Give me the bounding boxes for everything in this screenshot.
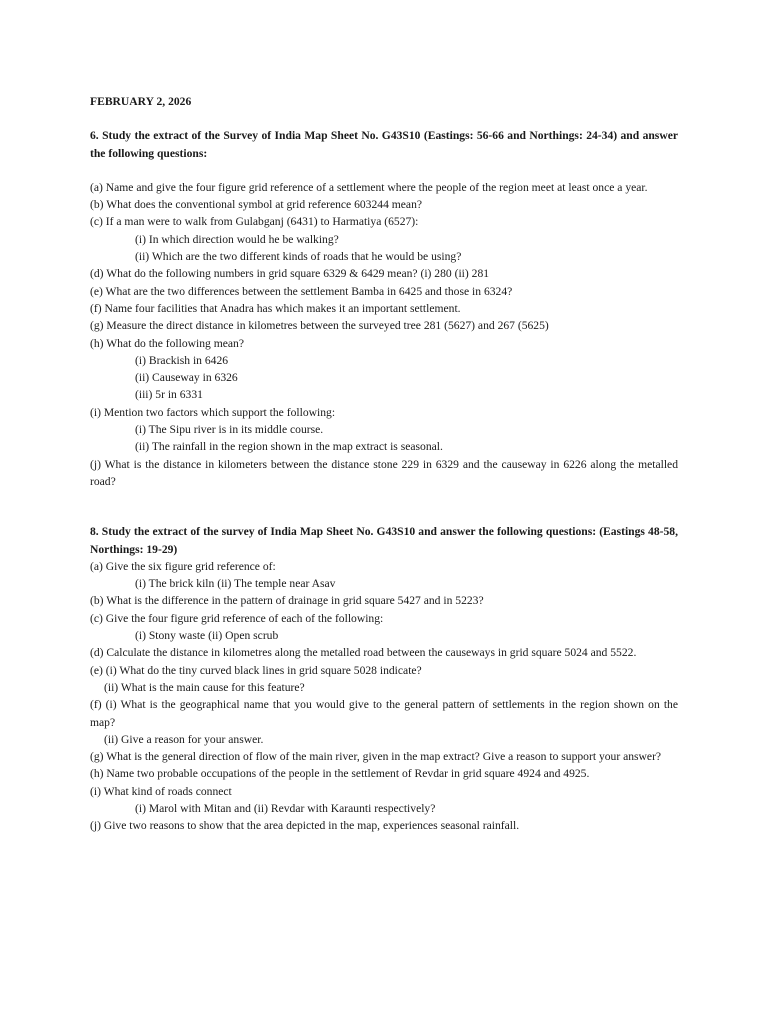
- q8-part-a-i: (i) The brick kiln (ii) The temple near Asav: [135, 577, 336, 591]
- document-body: [90, 93, 678, 835]
- q6-part-b: (b) What does the conventional symbol at grid reference 603244 mean?: [90, 198, 423, 212]
- q6-part-h-i: (i) Brackish in 6426: [135, 353, 229, 367]
- q6-part-c-ii: (ii) Which are the two different kinds of roads that he would be using?: [135, 250, 462, 264]
- q8-part-e: (e) (i) What do the tiny curved black lines in grid square 5028 indicate?: [90, 663, 422, 677]
- document-date: FEBRUARY 2, 2026: [90, 95, 192, 108]
- q6-part-e: (e) What are the two differences between the settlement Bamba in 6425 and those in 6324?: [90, 284, 513, 298]
- q6-part-c: (c) If a man were to walk from Gulabganj (6431) to Harmatiya (6527):: [90, 215, 419, 229]
- q6-part-d: (d) What do the following numbers in grid square 6329 & 6429 mean? (i) 280 (ii) 281: [90, 267, 490, 281]
- q8-part-f-ii: (ii) Give a reason for your answer.: [104, 732, 264, 746]
- q8-part-c: (c) Give the four figure grid reference of each of the following:: [90, 611, 384, 625]
- question-8: [90, 523, 678, 834]
- question-6-heading: 6. Study the extract of the Survey of India Map Sheet No. G43S10 (Eastings: 56-66 and Northings: 24-34) and answer the following questions:: [90, 129, 678, 160]
- q6-part-h-ii: (ii) Causeway in 6326: [135, 371, 238, 385]
- q8-part-h: (h) Name two probable occupations of the people in the settlement of Revdar in grid square 4924 and 4925.: [90, 767, 590, 781]
- q6-part-h: (h) What do the following mean?: [90, 336, 245, 350]
- q6-part-h-iii: (iii) 5r in 6331: [135, 388, 203, 402]
- question-8-heading: 8. Study the extract of the survey of India Map Sheet No. G43S10 and answer the following questions: (Eastings 48-58, Northings: 19-29): [90, 525, 678, 556]
- q8-part-g: (g) What is the general direction of flow of the main river, given in the map extract? Give a reason to support your answer?: [90, 750, 662, 764]
- q6-part-f: (f) Name four facilities that Anadra has which makes it an important settlement.: [90, 301, 461, 315]
- q8-part-e-ii: (ii) What is the main cause for this feature?: [104, 680, 305, 694]
- q8-part-b: (b) What is the difference in the pattern of drainage in grid square 5427 and in 5223?: [90, 594, 484, 608]
- q8-part-i-i: (i) Marol with Mitan and (ii) Revdar with Karaunti respectively?: [135, 801, 436, 815]
- q6-part-j: (j) What is the distance in kilometers between the distance stone 229 in 6329 and the causeway in 6226 along the metalled road?: [90, 457, 678, 488]
- q8-part-i: (i) What kind of roads connect: [90, 784, 232, 798]
- q6-part-g: (g) Measure the direct distance in kilometres between the surveyed tree 281 (5627) and 267 (5625): [90, 319, 549, 333]
- q8-part-f: (f) (i) What is the geographical name that you would give to the general pattern of settlements in the region shown on the map?: [90, 698, 678, 729]
- q6-part-i-ii: (ii) The rainfall in the region shown in the map extract is seasonal.: [135, 440, 443, 454]
- q6-part-i-i: (i) The Sipu river is in its middle course.: [135, 423, 324, 437]
- question-6: [90, 127, 678, 490]
- q6-part-c-i: (i) In which direction would he be walking?: [135, 232, 339, 246]
- q8-part-j: (j) Give two reasons to show that the area depicted in the map, experiences seasonal rainfall.: [90, 819, 520, 833]
- q6-part-a: (a) Name and give the four figure grid reference of a settlement where the people of the region meet at least once a year.: [90, 180, 648, 194]
- q8-part-d: (d) Calculate the distance in kilometres along the metalled road between the causeways in grid square 5024 and 5522.: [90, 646, 637, 660]
- q8-part-a: (a) Give the six figure grid reference of:: [90, 559, 276, 573]
- q6-part-i: (i) Mention two factors which support the following:: [90, 405, 336, 419]
- q8-part-c-i: (i) Stony waste (ii) Open scrub: [135, 629, 279, 643]
